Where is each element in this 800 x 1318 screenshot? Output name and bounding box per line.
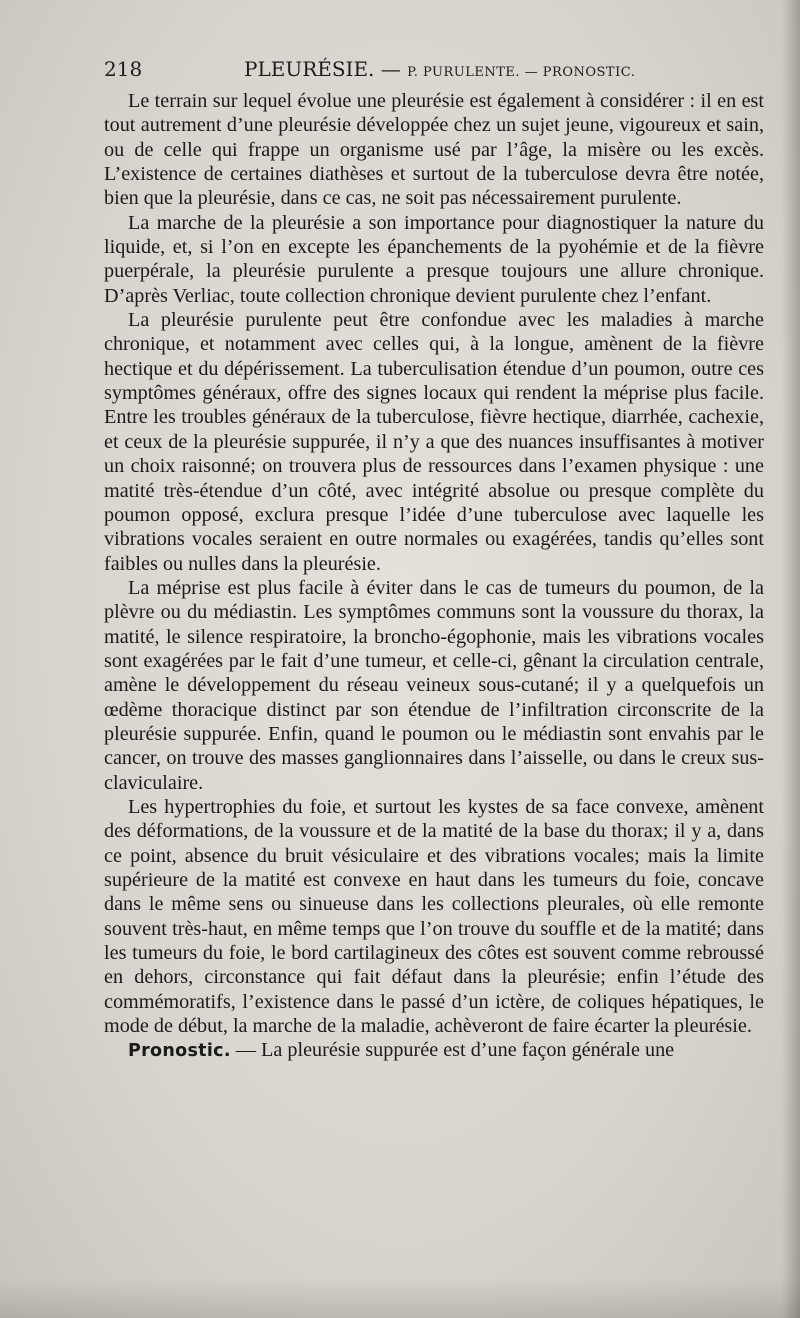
running-head-main: PLEURÉSIE. — (244, 57, 401, 81)
paragraph-confusion-tuberculose: La pleurésie purulente peut être confondue avec les maladies à marche chronique, et notamment avec celles qui, à la longue, amènent de la fièvre hectique et du dépérissement. La tuberculisation étendue d’un poumon, outre ces symptômes généraux, offre des signes locaux qui rendent la méprise plus facile. Entre les troubles généraux de la tuberculose, fièvre hectique, diarrhée, cachexie, et ceux de la pleurésie suppurée, il n’y a que des nuances insuffisantes à motiver un choix raisonné; on trouvera plus de ressources dans l’examen physique : une matité très-étendue d’un côté, avec intégrité absolue ou presque complète du poumon opposé, exclura presque l’idée d’une tuberculose avec laquelle les vibrations vocales seraient en outre normales ou exagérées, tandis qu’elles sont faibles ou nulles dans la pleurésie. (104, 309, 764, 575)
pronostic-heading: Pronostic. (128, 1041, 231, 1062)
page-header (104, 55, 764, 85)
paragraph-pronostic (104, 1038, 764, 1063)
page-edge-shadow (782, 0, 800, 1318)
paragraph-tumeurs: La méprise est plus facile à éviter dans le cas de tumeurs du poumon, de la plèvre ou du médiastin. Les symptômes communs sont la voussure du thorax, la matité, le silence respiratoire, la broncho-égophonie, mais les vibrations vocales sont exagérées par le fait d’une tumeur, et celle-ci, gênant la circulation centrale, amène le développement du réseau veineux sous-cutané; il y a quelquefois un œdème thoracique distinct par son étendue de l’infiltration circonscrite de la pleurésie suppurée. Enfin, quand le poumon ou le médiastin sont envahis par le cancer, on trouve des masses ganglionnaires dans l’aisselle, ou dans le creux sus-claviculaire. (104, 576, 764, 794)
page-number: 218 (104, 57, 143, 81)
paragraph-terrain: Le terrain sur lequel évolue une pleurésie est également à considérer : il en est tout autrement d’une pleurésie développée chez un sujet jeune, vigoureux et sain, ou de celle qui frappe un organisme usé par l’âge, la misère ou les excès. L’existence de certaines diathèses et surtout de la tuberculose devra être notée, bien que la pleurésie, dans ce cas, ne soit pas nécessairement purulente. (104, 90, 764, 210)
running-head-subtitle: P. PURULENTE. — PRONOSTIC. (407, 65, 636, 80)
pronostic-text: — La pleurésie suppurée est d’une façon générale une (230, 1039, 675, 1062)
body-text (104, 89, 764, 1064)
running-head (244, 57, 635, 81)
paragraph-marche: La marche de la pleurésie a son importance pour diagnostiquer la nature du liquide, et, si l’on en excepte les épanchements de la pyohémie et de la fièvre puerpérale, la pleurésie purulente a presque toujours une allure chronique. D’après Verliac, toute collection chronique devient purulente chez l’enfant. (104, 211, 764, 307)
paragraph-foie: Les hypertrophies du foie, et surtout les kystes de sa face convexe, amènent des déformations, de la voussure et de la matité de la base du thorax; il y a, dans ce point, absence du bruit vésiculaire et des vibrations vocales; mais la limite supérieure de la matité est convexe en haut dans les tumeurs du foie, concave dans le même sens ou sinueuse dans les collections pleurales, où elle remonte souvent très-haut, en même temps que l’on trouve du souffle et de la matité; dans les tumeurs du foie, le bord cartilagineux des côtes est souvent comme rebroussé en dehors, circonstance qui fait défaut dans la pleurésie; enfin l’étude des commémoratifs, l’existence dans le passé d’un ictère, de coliques hépatiques, le mode de début, la marche de la maladie, achèveront de faire écarter la pleurésie. (104, 795, 764, 1038)
page-bottom-shadow (0, 1278, 800, 1318)
